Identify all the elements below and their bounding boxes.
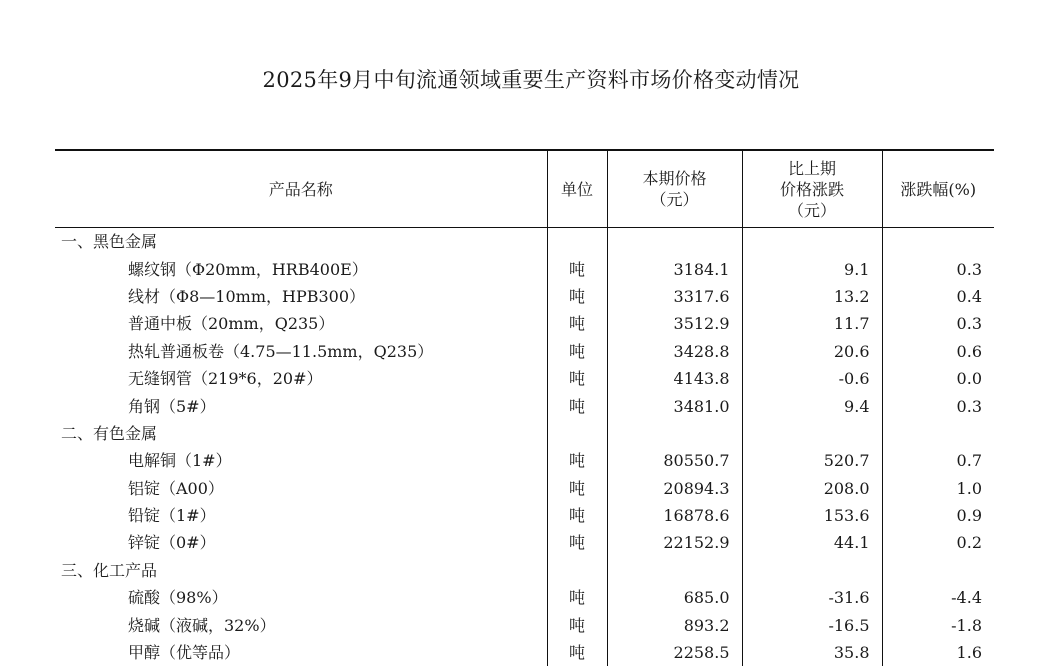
unit-cell: 吨 [547,447,607,474]
percent-cell: 0.6 [882,338,994,365]
empty-cell [742,557,882,584]
price-cell: 20894.3 [607,475,742,502]
percent-cell: 0.0 [882,365,994,392]
table-row [55,365,994,392]
change-cell: -16.5 [742,611,882,638]
change-cell: 153.6 [742,502,882,529]
header-percent: 涨跌幅(%) [882,150,994,228]
empty-cell [547,228,607,256]
header-change-line: （元） [787,200,836,220]
change-cell: 35.8 [742,639,882,666]
header-change [742,150,882,228]
product-name: 线材（Φ8—10mm，HPB300） [128,286,366,306]
unit-cell: 吨 [547,639,607,666]
table-row [55,529,994,556]
header-price [607,150,742,228]
table-row [55,584,994,611]
change-cell: 20.6 [742,338,882,365]
percent-cell: -4.4 [882,584,994,611]
category-name: 一、黑色金属 [61,232,158,252]
price-cell: 3481.0 [607,392,742,419]
product-name: 角钢（5#） [128,396,216,416]
product-name: 硫酸（98%） [128,588,228,608]
unit-cell: 吨 [547,392,607,419]
table-row [55,639,994,666]
price-cell: 3184.1 [607,255,742,282]
category-row [55,557,994,584]
price-cell: 893.2 [607,611,742,638]
percent-cell: -1.8 [882,611,994,638]
percent-cell: 1.6 [882,639,994,666]
price-cell: 80550.7 [607,447,742,474]
change-cell: 208.0 [742,475,882,502]
unit-cell: 吨 [547,611,607,638]
category-name: 三、化工产品 [61,560,158,580]
empty-cell [742,420,882,447]
product-name: 螺纹钢（Φ20mm，HRB400E） [128,259,368,279]
header-unit: 单位 [547,150,607,228]
unit-cell: 吨 [547,502,607,529]
header-price-line: （元） [650,190,699,209]
percent-cell: 0.2 [882,529,994,556]
empty-cell [547,420,607,447]
empty-cell [742,228,882,256]
header-change-line: 比上期 [787,158,836,178]
table-row [55,392,994,419]
product-name: 甲醇（优等品） [128,643,241,663]
price-cell: 22152.9 [607,529,742,556]
category-row [55,228,994,256]
percent-cell: 0.4 [882,283,994,310]
percent-cell: 0.7 [882,447,994,474]
change-cell: 520.7 [742,447,882,474]
table-row [55,475,994,502]
price-cell: 3512.9 [607,310,742,337]
table-row [55,338,994,365]
price-cell: 3428.8 [607,338,742,365]
category-name: 二、有色金属 [61,423,158,443]
empty-cell [882,557,994,584]
price-table [55,149,994,666]
change-cell: 13.2 [742,283,882,310]
unit-cell: 吨 [547,338,607,365]
table-row [55,447,994,474]
empty-cell [882,420,994,447]
table-body [55,228,994,667]
price-cell: 4143.8 [607,365,742,392]
change-cell: 9.1 [742,255,882,282]
change-cell: 44.1 [742,529,882,556]
percent-cell: 0.3 [882,255,994,282]
header-change-line: 价格涨跌 [779,179,844,199]
unit-cell: 吨 [547,584,607,611]
product-name: 烧碱（液碱，32%） [128,615,276,635]
change-cell: 9.4 [742,392,882,419]
percent-cell: 0.9 [882,502,994,529]
header-row [55,150,994,228]
table-row [55,255,994,282]
table-row [55,283,994,310]
price-cell: 3317.6 [607,283,742,310]
table-row [55,502,994,529]
product-name: 铅锭（1#） [128,506,216,526]
table-row [55,310,994,337]
product-name: 电解铜（1#） [128,451,232,471]
product-name: 无缝钢管（219*6，20#） [128,369,323,389]
change-cell: -0.6 [742,365,882,392]
product-name: 热轧普通板卷（4.75—11.5mm，Q235） [128,341,434,361]
unit-cell: 吨 [547,475,607,502]
empty-cell [882,228,994,256]
document-title: 2025年9月中旬流通领域重要生产资料市场价格变动情况 [262,68,800,92]
empty-cell [607,420,742,447]
price-cell: 16878.6 [607,502,742,529]
unit-cell: 吨 [547,310,607,337]
header-product-name: 产品名称 [55,150,547,228]
unit-cell: 吨 [547,529,607,556]
change-cell: 11.7 [742,310,882,337]
product-name: 普通中板（20mm，Q235） [128,314,335,334]
unit-cell: 吨 [547,283,607,310]
product-name: 锌锭（0#） [128,533,216,553]
price-cell: 2258.5 [607,639,742,666]
percent-cell: 0.3 [882,392,994,419]
empty-cell [607,557,742,584]
percent-cell: 1.0 [882,475,994,502]
empty-cell [607,228,742,256]
table-row [55,611,994,638]
empty-cell [547,557,607,584]
price-cell: 685.0 [607,584,742,611]
percent-cell: 0.3 [882,310,994,337]
unit-cell: 吨 [547,365,607,392]
header-price-line: 本期价格 [642,169,707,188]
change-cell: -31.6 [742,584,882,611]
unit-cell: 吨 [547,255,607,282]
category-row [55,420,994,447]
product-name: 铝锭（A00） [128,478,224,498]
